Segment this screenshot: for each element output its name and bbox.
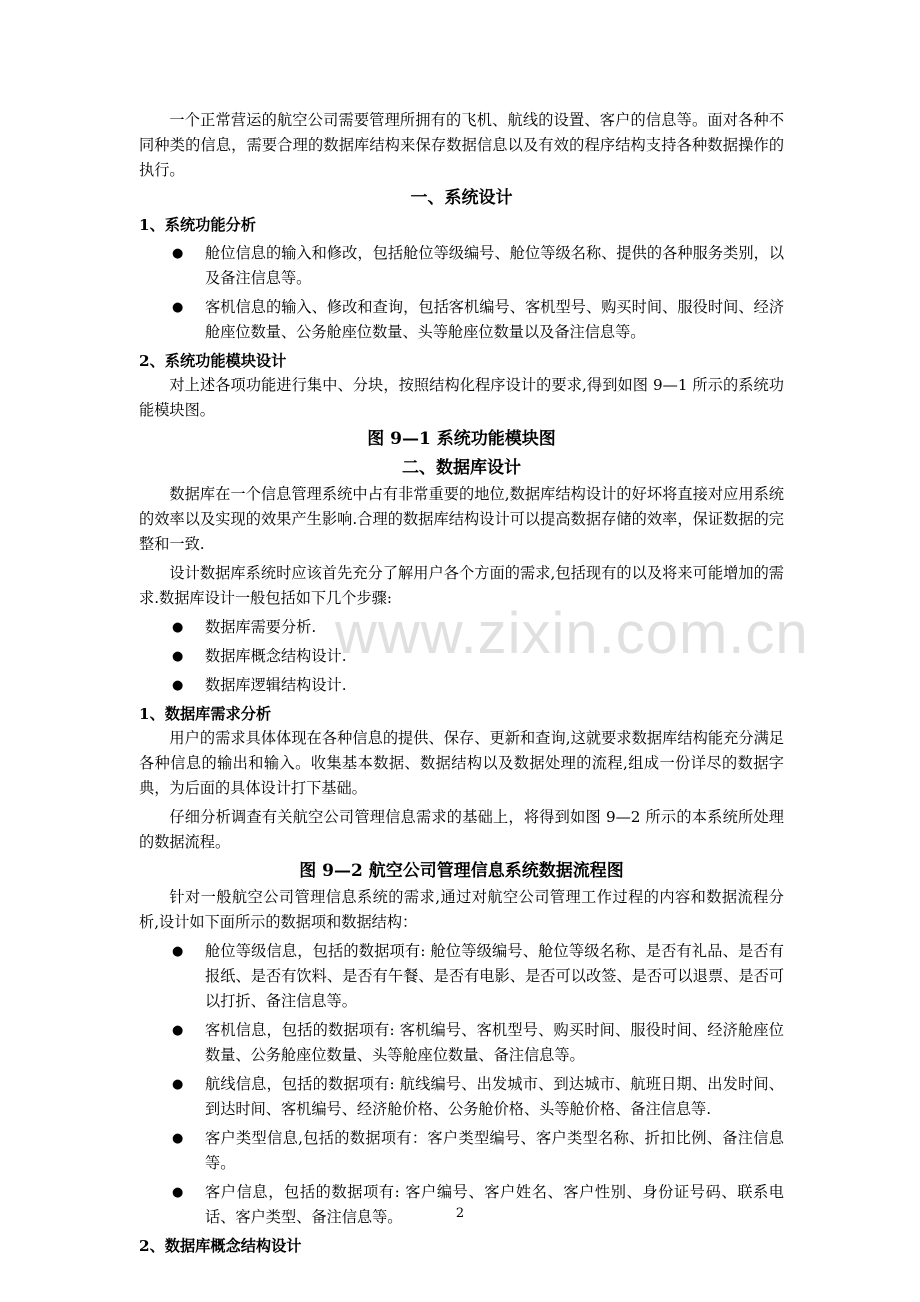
page-content [139,108,784,1258]
list-item-text: 数据库需要分析. [205,618,317,636]
list-item [139,644,784,669]
bullet-icon: ● [172,620,184,635]
list-item [139,1018,784,1068]
list-item-text: 客户信息，包括的数据项有: 客户编号、客户姓名、客户性别、身份证号码、联系电话、客户类型、备注信息等。 [205,1183,784,1226]
section2-sub1-heading: 1、数据库需求分析 [139,705,272,723]
bullet-icon: ● [172,1185,184,1200]
bullet-icon: ● [172,300,184,315]
bullet-icon: ● [172,1077,184,1092]
section1-sub1-heading: 1、系统功能分析 [139,216,256,234]
bullet-icon: ● [172,944,184,959]
list-item [139,615,784,640]
list-item-text: 客机信息，包括的数据项有: 客机编号、客机型号、购买时间、服役时间、经济舱座位数量、公务舱座位数量、头等舱座位数量、备注信息等。 [205,1021,784,1064]
section2-paragraph-2: 设计数据库系统时应该首先充分了解用户各个方面的需求,包括现有的以及将来可能增加的需求.数据库设计一般包括如下几个步骤: [139,564,784,607]
section2-paragraph-1: 数据库在一个信息管理系统中占有非常重要的地位,数据库结构设计的好坏将直接对应用系统的效率以及实现的效果产生影响.合理的数据库结构设计可以提高数据存储的效率，保证数据的完整和一致. [139,485,784,553]
list-item [139,295,784,345]
section1-title: 一、系统设计 [410,188,513,208]
page-number: 2 [455,1206,465,1221]
bullet-icon: ● [172,1131,184,1146]
list-item [139,241,784,291]
section2-sub2-heading: 2、数据库概念结构设计 [139,1237,302,1255]
section1-sub1-bullet-list [139,241,784,345]
list-item [139,1126,784,1176]
list-item-text: 舱位等级信息，包括的数据项有: 舱位等级编号、舱位等级名称、是否有礼品、是否有报纸、是否有饮料、是否有午餐、是否有电影、是否可以改签、是否可以退票、是否可以打折、备注信息等。 [205,942,784,1010]
section1-sub2-paragraph: 对上述各项功能进行集中、分块，按照结构化程序设计的要求,得到如图 9—1 所示的系统功能模块图。 [139,376,784,419]
list-item-text: 航线信息，包括的数据项有: 航线编号、出发城市、到达城市、航班日期、出发时间、到达时间、客机编号、经济舱价格、公务舱价格、头等舱价格、备注信息等. [205,1075,784,1118]
bullet-icon: ● [172,678,184,693]
list-item-text: 数据库逻辑结构设计. [205,676,347,694]
section2-sub1-paragraph-1: 用户的需求具体体现在各种信息的提供、保存、更新和查询,这就要求数据库结构能充分满足各种信息的输出和输入。收集基本数据、数据结构以及数据处理的流程,组成一份详尽的数据字典，为后面的具体设计打下基础。 [139,729,784,797]
list-item-text: 客机信息的输入、修改和查询，包括客机编号、客机型号、购买时间、服役时间、经济舱座位数量、公务舱座位数量、头等舱座位数量以及备注信息等。 [205,298,784,341]
bullet-icon: ● [172,1023,184,1038]
section1-sub2-heading: 2、系统功能模块设计 [139,352,287,370]
bullet-icon: ● [172,649,184,664]
data-items-list [139,939,784,1230]
design-steps-list [139,615,784,698]
list-item-text: 数据库概念结构设计. [205,647,347,665]
figure-caption-9-1: 图 9—1 系统功能模块图 [367,429,556,449]
list-item-text: 舱位信息的输入和修改，包括舱位等级编号、舱位等级名称、提供的各种服务类别，以及备注信息等。 [205,244,784,287]
figure-caption-9-2: 图 9—2 航空公司管理信息系统数据流程图 [299,861,624,881]
section2-title: 二、数据库设计 [402,458,521,478]
list-item-text: 客户类型信息,包括的数据项有：客户类型编号、客户类型名称、折扣比例、备注信息等。 [205,1129,784,1172]
intro-paragraph: 一个正常营运的航空公司需要管理所拥有的飞机、航线的设置、客户的信息等。面对各种不同种类的信息，需要合理的数据库结构来保存数据信息以及有效的程序结构支持各种数据操作的执行。 [139,111,784,179]
list-item [139,1072,784,1122]
section2-sub1-paragraph-3: 针对一般航空公司管理信息系统的需求,通过对航空公司管理工作过程的内容和数据流程分析,设计如下面所示的数据项和数据结构： [139,888,784,931]
list-item [139,1180,784,1230]
section2-sub1-paragraph-2: 仔细分析调查有关航空公司管理信息需求的基础上，将得到如图 9—2 所示的本系统所处理的数据流程。 [139,808,784,851]
list-item [139,939,784,1014]
watermark: www.zixin.com.cn [335,601,809,666]
list-item [139,673,784,698]
bullet-icon: ● [172,246,184,261]
